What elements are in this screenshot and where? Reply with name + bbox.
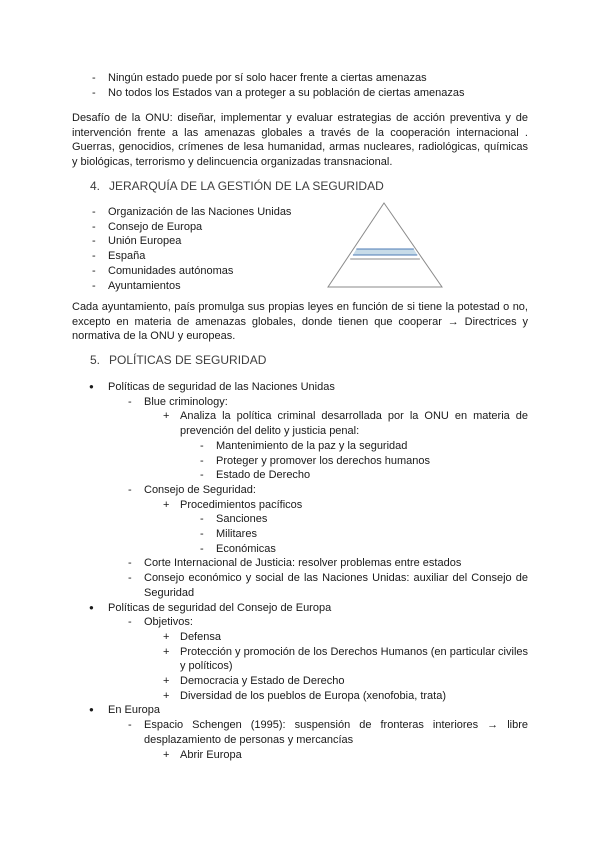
- dash-marker: -: [128, 395, 132, 408]
- list-item: - Unión Europea: [92, 235, 182, 248]
- dash-marker: -: [128, 572, 132, 585]
- pyramid-outline: [328, 203, 442, 287]
- plus-marker: +: [163, 675, 170, 688]
- section-5-heading: 5. POLÍTICAS DE SEGURIDAD: [90, 353, 267, 367]
- list-item: - Económicas: [200, 542, 276, 555]
- plus-marker: +: [163, 498, 170, 511]
- dash-marker: -: [200, 439, 204, 452]
- dash-marker: -: [128, 557, 132, 570]
- list-item: + Democracia y Estado de Derecho: [163, 675, 345, 688]
- dash-marker: -: [92, 235, 96, 248]
- hierarchy-list: [72, 205, 528, 293]
- list-item: - Consejo de Seguridad:: [128, 483, 256, 496]
- list-item: + Analiza la política criminal desarrollada por la ONU en materia de prevención del delito y justicia penal:: [163, 410, 528, 438]
- dash-marker: -: [92, 72, 96, 84]
- dash-marker: -: [128, 719, 132, 732]
- list-item: - Objetivos:: [128, 616, 193, 629]
- dash-marker: -: [200, 513, 204, 526]
- section-4-heading: 4. JERARQUÍA DE LA GESTIÓN DE LA SEGURIDAD: [90, 179, 384, 193]
- list-item: - Consejo de Europa: [92, 220, 203, 233]
- dash-marker: -: [92, 250, 96, 263]
- hierarchy-pyramid-diagram: [326, 199, 446, 291]
- list-item: + Diversidad de los pueblos de Europa (xenofobia, trata): [163, 689, 446, 702]
- list-item: + Protección y promoción de los Derechos Humanos (en particular civiles y políticos): [163, 645, 528, 673]
- list-item: - Corte Internacional de Justicia: resolver problemas entre estados: [128, 557, 462, 570]
- bullet-dot-icon: ●: [89, 382, 94, 391]
- intro-paragraph: Desafío de la ONU: diseñar, implementar y evaluar estrategias de acción preventiva y de intervención frente a las amenazas globales a través de la cooperación internacional . Guerras, genocidios, crímenes de lesa humanidad, armas nucleares, radiológicas, químicas y biológicas, terrorismo y delincuencia organizadas transnacional.: [72, 112, 528, 169]
- list-item: + Procedimientos pacíficos: [163, 498, 303, 511]
- list-item: - Mantenimiento de la paz y la seguridad: [200, 439, 408, 452]
- dash-marker: -: [200, 528, 204, 541]
- list-item: - Proteger y promover los derechos humanos: [200, 454, 430, 467]
- plus-marker: +: [163, 689, 170, 702]
- dash-marker: -: [92, 220, 96, 233]
- list-item: - Sanciones: [200, 513, 268, 526]
- list-item: ● Políticas de seguridad del Consejo de Europa: [89, 601, 332, 614]
- bullet-dot-icon: ●: [89, 602, 94, 612]
- plus-marker: +: [163, 748, 170, 761]
- list-item: - Consejo económico y social de las Naciones Unidas: auxiliar del Consejo de Seguridad: [128, 572, 528, 599]
- list-item: + Defensa: [163, 630, 221, 643]
- dash-marker: -: [128, 616, 132, 629]
- intro-bullet-list: [72, 71, 528, 100]
- list-item: - Ningún estado puede por sí solo hacer frente a ciertas amenazas: [92, 72, 427, 84]
- plus-marker: +: [163, 645, 170, 658]
- list-item: - Ayuntamientos: [92, 279, 181, 292]
- dash-marker: -: [92, 206, 96, 218]
- list-item: ● En Europa: [89, 704, 160, 717]
- bullet-dot-icon: ●: [89, 705, 94, 715]
- list-item: - Estado de Derecho: [200, 469, 311, 482]
- list-item: - España: [92, 250, 146, 263]
- dash-marker: -: [92, 279, 96, 292]
- list-item: - Comunidades autónomas: [92, 264, 234, 277]
- list-item: - No todos los Estados van a proteger a su población de ciertas amenazas: [92, 86, 465, 99]
- list-item: - Blue criminology:: [128, 395, 228, 408]
- list-item: - Organización de las Naciones Unidas: [92, 206, 292, 218]
- dash-marker: -: [200, 454, 204, 467]
- list-item: - Espacio Schengen (1995): suspensión de fronteras interiores → libre desplazamiento de personas y mercancías: [128, 719, 528, 746]
- pyramid-highlight-band: [353, 249, 417, 255]
- dash-marker: -: [92, 86, 96, 99]
- section-4-paragraph: Cada ayuntamiento, país promulga sus propias leyes en función de si tiene la potestad o no, excepto en materia de amenazas globales, donde tienen que cooperar → Directrices y normativa de la ONU y europeas.: [72, 301, 528, 343]
- dash-marker: -: [92, 264, 96, 277]
- plus-marker: +: [163, 630, 170, 643]
- list-item: ● Políticas de seguridad de las Naciones Unidas: [89, 381, 335, 393]
- dash-marker: -: [200, 542, 204, 555]
- list-item: - Militares: [200, 528, 257, 541]
- plus-marker: +: [163, 410, 170, 423]
- dash-marker: -: [200, 469, 204, 482]
- dash-marker: -: [128, 483, 132, 496]
- policies-outline: [72, 380, 528, 762]
- list-item: + Abrir Europa: [163, 748, 242, 761]
